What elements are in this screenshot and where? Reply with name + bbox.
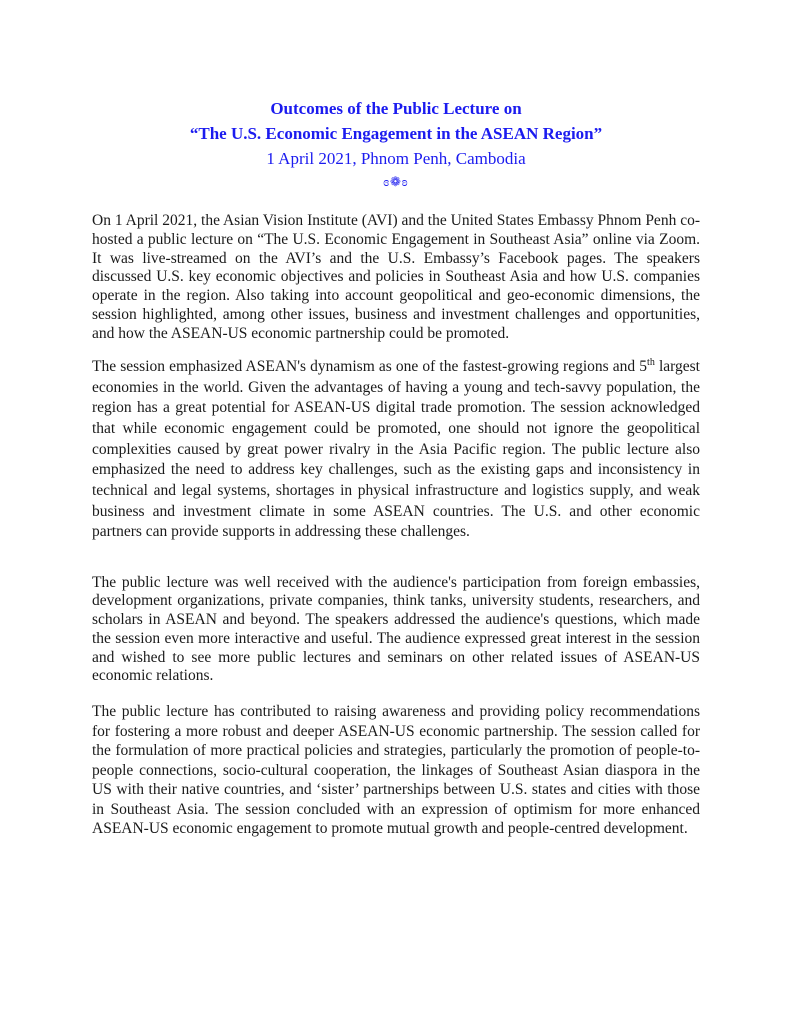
paragraph-overview: On 1 April 2021, the Asian Vision Institute (AVI) and the United States Embassy Phnom Penh co-hosted a public lecture on “The U.S. Economic Engagement in Southeast Asia” online via Zoom. It was live-streamed on the AVI’s and the U.S. Embassy’s Facebook pages. The speakers discussed U.S. key economic objectives and policies in Southeast Asia and how U.S. companies operate in the region. Also taking into account geopolitical and geo-economic dimensions, the session highlighted, among other issues, business and investment challenges and opportunities, and how the ASEAN-US economic partnership could be promoted. <box>92 212 700 342</box>
paragraph-conclusion: The public lecture has contributed to raising awareness and providing policy recommendations for fostering a more robust and deeper ASEAN-US economic partnership. The session called for the formulation of more practical policies and strategies, particularly the promotion of people-to-people connections, socio-cultural cooperation, the linkages of Southeast Asian diaspora in the US with their native countries, and ‘sister’ partnerships between U.S. states and cities with those in Southeast Asia. The session concluded with an expression of optimism for more enhanced ASEAN-US economic engagement to promote mutual growth and people-centred development. <box>92 703 700 838</box>
ordinal-superscript: th <box>647 357 655 369</box>
paragraph-session-emphasis <box>92 357 700 542</box>
paragraph-audience-reception: The public lecture was well received with the audience's participation from foreign embassies, development organizations, private companies, think tanks, university students, researchers, and scholars in ASEAN and beyond. The speakers addressed the audience's questions, which made the session even more interactive and useful. The audience expressed great interest in the session and wished to see more public lectures and seminars on other related issues of ASEAN-US economic relations. <box>92 573 700 685</box>
document-title-line-1: Outcomes of the Public Lecture on <box>270 99 522 118</box>
document-body <box>92 212 700 839</box>
paragraph-session-emphasis-text-cont: largest economies in the world. Given the advantages of having a young and tech-savvy population, the region has a great potential for ASEAN-US digital trade promotion. The session acknowledged that while economic engagement could be promoted, one should not ignore the geopolitical complexities caused by great power rivalry in the Asia Pacific region. The public lecture also emphasized the need to address key challenges, such as the existing gaps and inconsistency in technical and legal systems, shortages in physical infrastructure and logistics supply, and weak business and investment climate in some ASEAN countries. The U.S. and other economic partners can provide supports in addressing these challenges. <box>92 358 700 541</box>
document-dateline: 1 April 2021, Phnom Penh, Cambodia <box>266 149 526 168</box>
document-title-line-2: “The U.S. Economic Engagement in the ASEAN Region” <box>189 124 603 143</box>
ornament-divider-icon: ɞ❁ʚ <box>383 174 409 189</box>
document-header <box>92 96 700 191</box>
paragraph-session-emphasis-text: The session emphasized ASEAN's dynamism as one of the fastest-growing regions and 5 <box>92 358 648 376</box>
